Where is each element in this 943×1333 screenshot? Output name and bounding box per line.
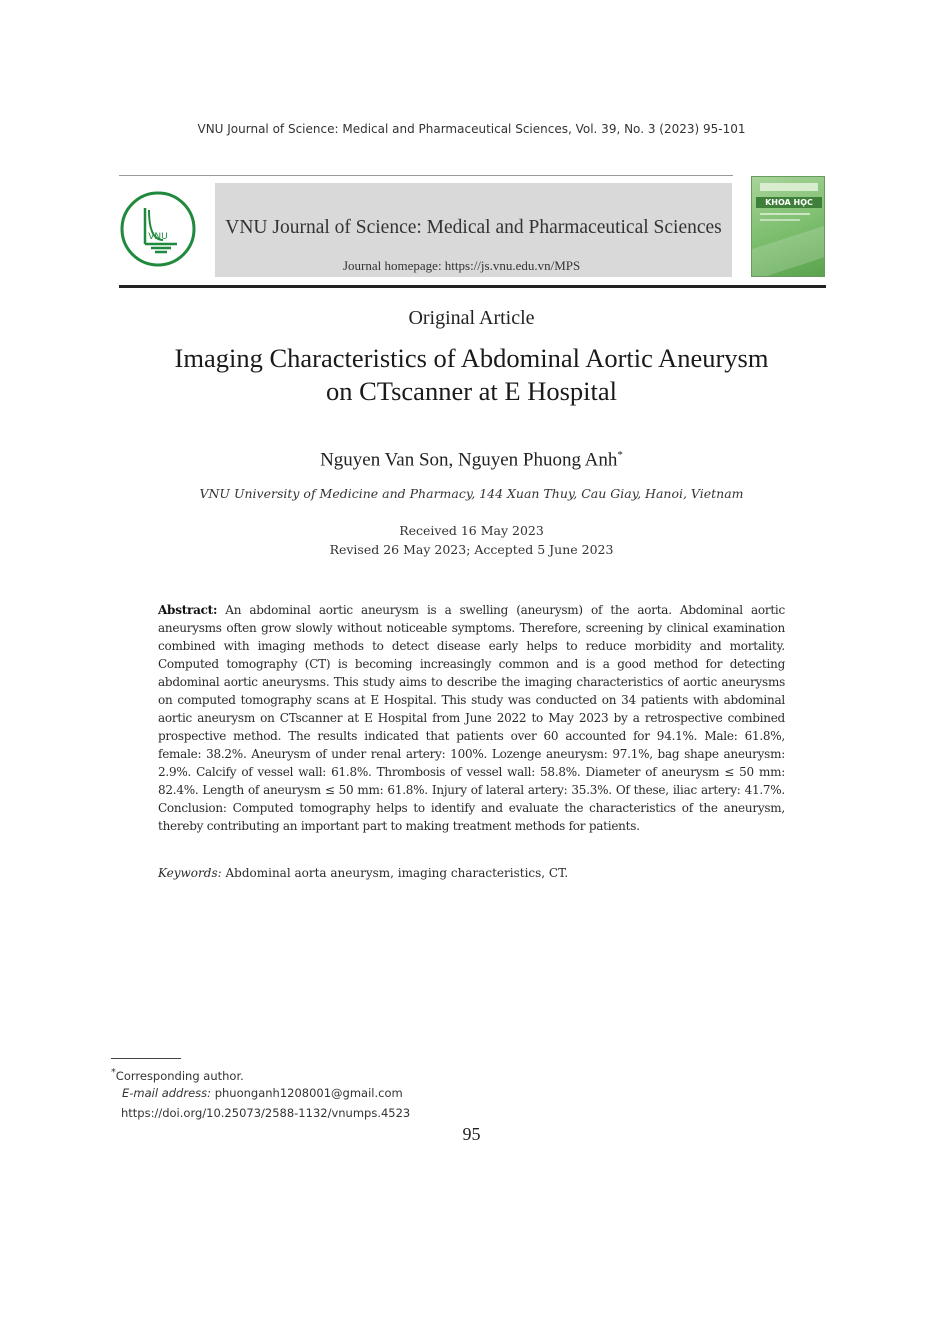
footnote — [111, 1064, 403, 1102]
cover-stripe — [751, 222, 825, 277]
email-label: E-mail address: — [122, 1085, 212, 1100]
revised-accepted-dates: Revised 26 May 2023; Accepted 5 June 2023 — [329, 542, 614, 557]
authors — [0, 449, 943, 471]
author-names: Nguyen Van Son, Nguyen Phuong Anh — [320, 449, 618, 471]
running-head: VNU Journal of Science: Medical and Pharmaceutical Sciences, Vol. 39, No. 3 (2023) 95-101 — [197, 122, 746, 136]
article-dates — [0, 521, 943, 559]
keywords — [158, 866, 785, 880]
journal-homepage[interactable]: Journal homepage: https://js.vnu.edu.vn/MPS — [343, 258, 581, 273]
vnu-logo — [119, 190, 197, 268]
banner-bottom-rule — [119, 285, 826, 288]
article-title — [100, 342, 843, 408]
corresponding-mark: * — [617, 449, 623, 461]
footnote-mark: * — [111, 1067, 116, 1078]
received-date: Received 16 May 2023 — [399, 523, 544, 538]
cover-header-bar — [760, 183, 818, 191]
abstract — [158, 601, 785, 835]
cover-line — [760, 219, 800, 221]
page-number: 95 — [462, 1124, 481, 1144]
title-line-2: on CTscanner at E Hospital — [325, 376, 618, 406]
article-type: Original Article — [408, 307, 535, 329]
corresponding-author: Corresponding author. — [115, 1068, 244, 1083]
doi-link[interactable]: https://doi.org/10.25073/2588-1132/vnumps.4523 — [121, 1106, 411, 1120]
logo-text: VNU — [148, 232, 168, 242]
journal-name: VNU Journal of Science: Medical and Pharmaceutical Sciences — [225, 217, 722, 238]
journal-cover-thumbnail — [751, 176, 825, 277]
cover-title: KHOA HỌC — [756, 197, 822, 208]
affiliation: VNU University of Medicine and Pharmacy, 144 Xuan Thuy, Cau Giay, Hanoi, Vietnam — [199, 486, 744, 501]
banner-top-rule — [119, 175, 733, 176]
abstract-label: Abstract: — [158, 603, 218, 617]
abstract-text: An abdominal aortic aneurysm is a swelling (aneurysm) of the aorta. Abdominal aortic aneurysms often grow slowly without noticeable symptoms. Therefore, screening by clinical examination combined with imaging methods to detect disease early helps to reduce morbidity and mortality. Computed tomography (CT) is becoming increasingly common and is a good method for detecting abdominal aortic aneurysms. This study aims to describe the imaging characteristics of aortic aneurysms on computed tomography scans at E Hospital. This study was conducted on 34 patients with abdominal aortic aneurysm on CTscanner at E Hospital from June 2022 to May 2023 by a retrospective combined prospective method. The results indicated that patients over 60 accounted for 94.1%. Male: 61.8%, female: 38.2%. Aneurysm of under renal artery: 100%. Lozenge aneurysm: 97.1%, bag shape aneurysm: 2.9%. Calcify of vessel wall: 61.8%. Thrombosis of vessel wall: 58.8%. Diameter of aneurysm ≤ 50 mm: 82.4%. Length of aneurysm ≤ 50 mm: 61.8%. Injury of lateral artery: 35.3%. Of these, iliac artery: 41.7%. Conclusion: Computed tomography helps to identify and evaluate the characteristics of the aneurysm, thereby contributing an important part to making treatment methods for patients. — [158, 603, 785, 833]
title-line-1: Imaging Characteristics of Abdominal Aortic Aneurysm — [174, 343, 769, 373]
journal-banner — [215, 183, 732, 277]
keywords-label: Keywords: — [158, 866, 222, 880]
email-address[interactable]: phuonganh1208001@gmail.com — [214, 1085, 403, 1100]
cover-line — [760, 213, 810, 215]
footnote-rule — [111, 1058, 181, 1059]
keywords-text: Abdominal aorta aneurysm, imaging characteristics, CT. — [225, 866, 569, 880]
